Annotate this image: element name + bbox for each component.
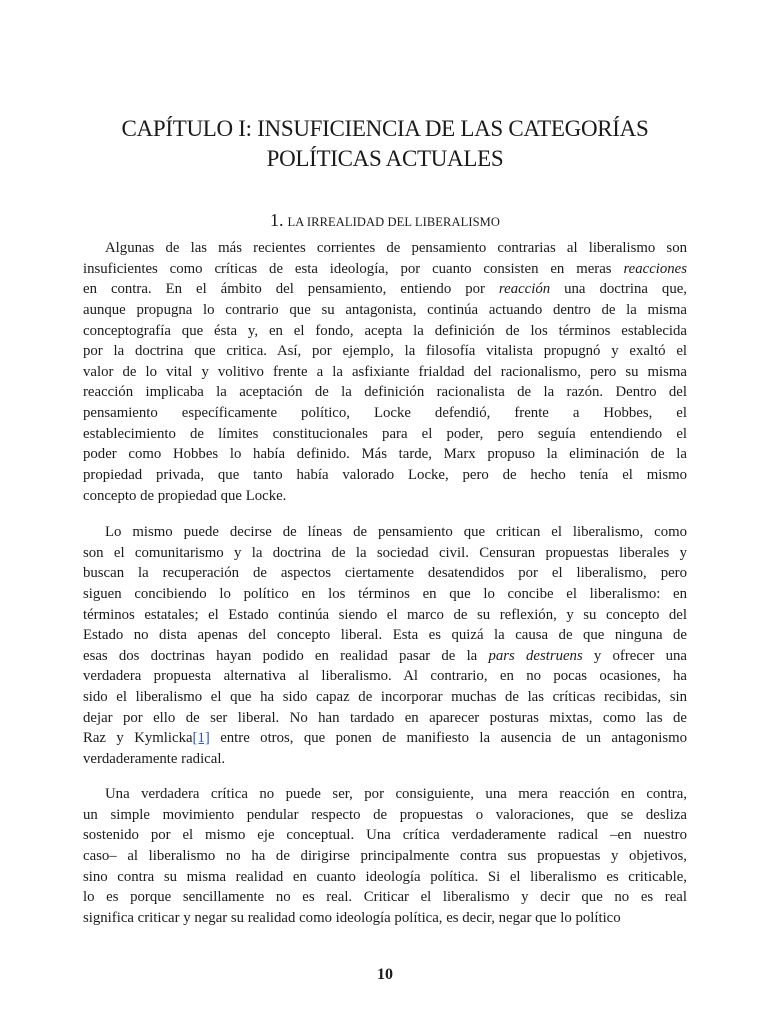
text-line: buscan la recuperación de aspectos ciertamente desatendidos por el liberalismo, pero bbox=[83, 565, 687, 582]
italic-term: reacción bbox=[498, 281, 551, 298]
text-line: sostenido por el mismo eje conceptual. Una crítica verdaderamente radical –en nuestro bbox=[83, 827, 687, 844]
text-line: lo es porque sencillamente no es real. Criticar el liberalismo y decir que no es real bbox=[83, 889, 687, 906]
text-line: sino contra su misma realidad en cuanto ideología política. Si el liberalismo es criticable, bbox=[83, 868, 687, 885]
text-line: Algunas de las más recientes corrientes de pensamiento contrarias al liberalismo son bbox=[105, 240, 687, 256]
text-line: Estado no dista apenas del concepto liberal. Esta es quizá la causa de que ninguna de bbox=[83, 627, 687, 644]
text-line: propiedad privada, que tanto había valorado Locke, pero de hecho tenía el mismo bbox=[83, 467, 687, 484]
text-line: concepto de propiedad que Locke. bbox=[83, 487, 287, 504]
text-line: Raz y Kymlicka[1] entre otros, que ponen de manifiesto la ausencia de un antagonismo bbox=[83, 730, 687, 747]
text-line: un simple movimiento pendular respecto de propuestas o valoraciones, que se desliza bbox=[83, 806, 687, 823]
text-line: Una verdadera crítica no puede ser, por consiguiente, una mera reacción en contra, bbox=[105, 786, 687, 802]
text-line: conceptografía que ésta y, en el fondo, acepta la definición de los términos establecida bbox=[83, 322, 687, 339]
text-line: en contra. En el ámbito del pensamiento, entiendo por reacción una doctrina que, bbox=[83, 281, 687, 298]
section-title: LA IRREALIDAD DEL LIBERALISMO bbox=[287, 215, 500, 229]
paragraph-1 bbox=[83, 238, 687, 506]
text-line: dejar por ello de ser liberal. No han tardado en aparecer posturas mixtas, como las de bbox=[83, 709, 687, 726]
paragraph-3 bbox=[83, 784, 687, 928]
text-line: Lo mismo puede decirse de líneas de pensamiento que critican el liberalismo, como bbox=[105, 524, 687, 540]
text-line: caso– al liberalismo no ha de dirigirse principalmente contra sus propuestas y objetivos, bbox=[83, 847, 687, 864]
section-heading bbox=[83, 210, 687, 231]
text-line: términos estatales; el Estado continúa siendo el marco de su reflexión, y su concepto del bbox=[83, 606, 687, 623]
text-line: valor de lo vital y volitivo frente a la asfixiante frialdad del racionalismo, pero su misma bbox=[83, 363, 687, 380]
text-line: significa criticar y negar su realidad como ideología política, es decir, negar que lo político bbox=[83, 909, 621, 926]
text-line: esas dos doctrinas hayan podido en realidad pasar de la pars destruens y ofrecer una bbox=[83, 647, 687, 664]
paragraph-2 bbox=[83, 522, 687, 770]
text-line: pensamiento específicamente político, Locke defendió, frente a Hobbes, el bbox=[83, 405, 687, 422]
footnote-link[interactable]: [1] bbox=[192, 730, 210, 747]
text-line: verdaderamente radical. bbox=[83, 751, 226, 768]
text-line: establecimiento de límites constitucionales para el poder, pero seguía entendiendo el bbox=[83, 425, 687, 442]
italic-term: pars destruens bbox=[488, 647, 583, 664]
text-line: siguen concibiendo lo político en los términos en que lo concibe el liberalismo: en bbox=[83, 585, 687, 602]
text-line: por la doctrina que critica. Así, por ejemplo, la filosofía vitalista propugnó y exaltó el bbox=[83, 343, 687, 360]
text-line: reacción implicaba la aceptación de la definición racionalista de la razón. Dentro del bbox=[83, 384, 687, 401]
chapter-title-line-1: CAPÍTULO I: INSUFICIENCIA DE LAS CATEGORÍAS bbox=[121, 116, 649, 141]
text-line: aunque propugna lo contrario que su antagonista, continúa actuando dentro de la misma bbox=[83, 301, 687, 318]
chapter-title bbox=[83, 114, 687, 174]
text-line: insuficientes como críticas de esta ideología, por cuanto consisten en meras reacciones bbox=[83, 260, 687, 277]
section-number: 1. bbox=[270, 210, 284, 230]
text-line: sido el liberalismo el que ha sido capaz de incorporar muchas de las críticas recibidas, sin bbox=[83, 689, 687, 706]
chapter-title-line-2: POLÍTICAS ACTUALES bbox=[266, 146, 504, 171]
italic-term: reacciones bbox=[623, 260, 687, 277]
text-line: verdadera propuesta alternativa al liberalismo. Al contrario, en no pocas ocasiones, ha bbox=[83, 668, 687, 685]
document-page bbox=[83, 0, 687, 1024]
page-number: 10 bbox=[377, 966, 393, 983]
text-line: poder como Hobbes lo había definido. Más tarde, Marx propuso la eliminación de la bbox=[83, 446, 687, 463]
text-line: son el comunitarismo y la doctrina de la sociedad civil. Censuran propuestas liberales y bbox=[83, 544, 687, 561]
